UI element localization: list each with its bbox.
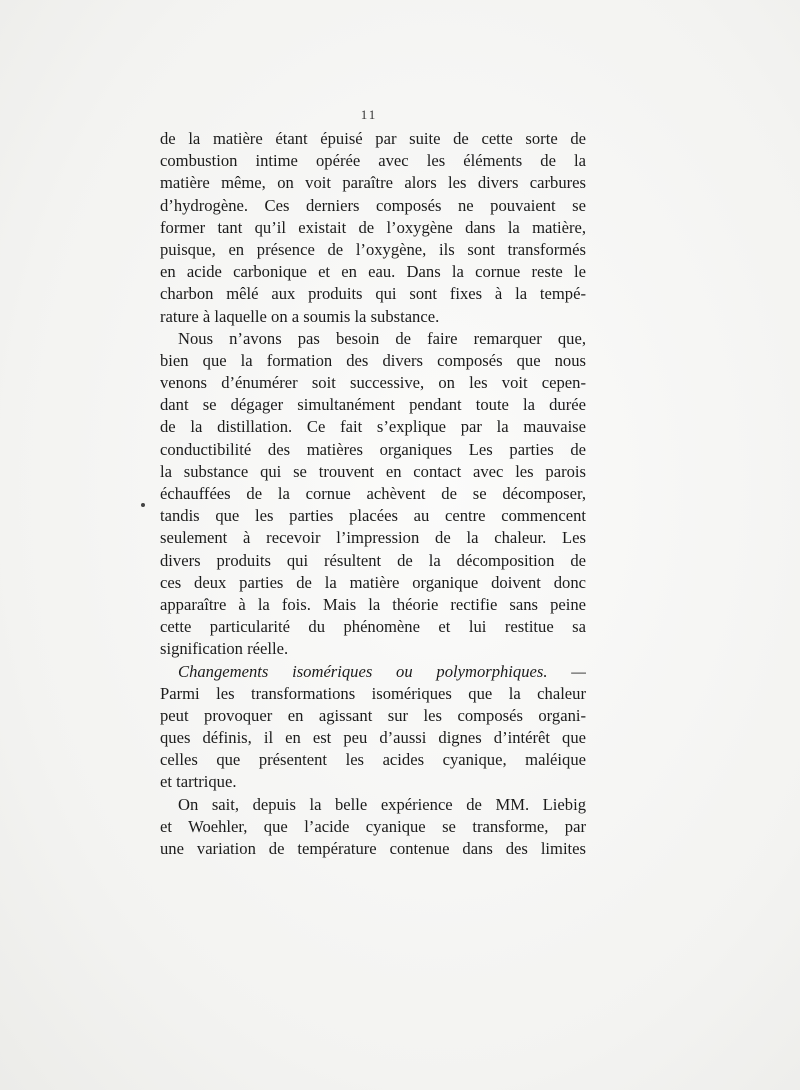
- text-line: Nous n’avons pas besoin de faire remarquer que,: [178, 328, 586, 348]
- body-text: [160, 128, 586, 860]
- text-line: divers produits qui résultent de la décomposition de: [160, 550, 586, 570]
- text-line: signification réelle.: [160, 639, 289, 659]
- text-line: ces deux parties de la matière organique doivent donc: [160, 572, 586, 592]
- text-line: seulement à recevoir l’impression de la chaleur. Les: [160, 528, 586, 548]
- text-line: et tartrique.: [160, 772, 237, 792]
- text-line: ques définis, il en est peu d’aussi dignes d’intérêt que: [160, 728, 586, 748]
- text-line: venons d’énumérer soit successive, on les voit cepen-: [160, 373, 586, 393]
- text-line: de la matière étant épuisé par suite de cette sorte de: [160, 129, 586, 148]
- text-line: On sait, depuis la belle expérience de MM. Liebig: [178, 794, 586, 814]
- paragraph-3: [160, 661, 586, 794]
- text-line: la substance qui se trouvent en contact avec les parois: [160, 461, 586, 481]
- section-heading: Changements isomériques ou polymorphiques. —: [178, 661, 586, 681]
- text-line: matière même, on voit paraître alors les divers carbures: [160, 173, 586, 193]
- text-line: dant se dégager simultanément pendant toute la durée: [160, 395, 586, 415]
- paragraph-4: [160, 794, 586, 861]
- text-line: conductibilité des matières organiques Les parties de: [160, 439, 586, 459]
- text-line: puisque, en présence de l’oxygène, ils sont transformés: [160, 239, 586, 259]
- paragraph-2: [160, 328, 586, 661]
- text-line: combustion intime opérée avec les éléments de la: [160, 151, 586, 171]
- margin-speck: [141, 503, 145, 507]
- text-line: échauffées de la cornue achèvent de se décomposer,: [160, 484, 586, 503]
- text-line: celles que présentent les acides cyanique, maléique: [160, 750, 586, 770]
- text-line: apparaître à la fois. Mais la théorie rectifie sans peine: [160, 594, 586, 614]
- text-line: en acide carbonique et en eau. Dans la cornue reste le: [160, 262, 586, 282]
- paragraph-1: [160, 128, 586, 328]
- text-line: de la distillation. Ce fait s’explique par la mauvaise: [160, 417, 586, 437]
- page-number: 11: [360, 107, 378, 122]
- text-line: et Woehler, que l’acide cyanique se transforme, par: [160, 816, 586, 836]
- text-line: former tant qu’il existait de l’oxygène dans la matière,: [160, 217, 586, 237]
- text-line: peut provoquer en agissant sur les composés organi-: [160, 705, 586, 725]
- text-line: d’hydrogène. Ces derniers composés ne pouvaient se: [160, 195, 586, 215]
- text-line: Parmi les transformations isomériques que la chaleur: [160, 683, 586, 703]
- text-line: cette particularité du phénomène et lui restitue sa: [160, 617, 586, 637]
- text-line: rature à laquelle on a soumis la substance.: [160, 306, 440, 326]
- text-line: bien que la formation des divers composés que nous: [160, 350, 586, 370]
- text-line: charbon mêlé aux produits qui sont fixes à la tempé-: [160, 284, 586, 304]
- text-line: une variation de température contenue dans des limites: [160, 839, 586, 858]
- text-line: tandis que les parties placées au centre commencent: [160, 506, 586, 526]
